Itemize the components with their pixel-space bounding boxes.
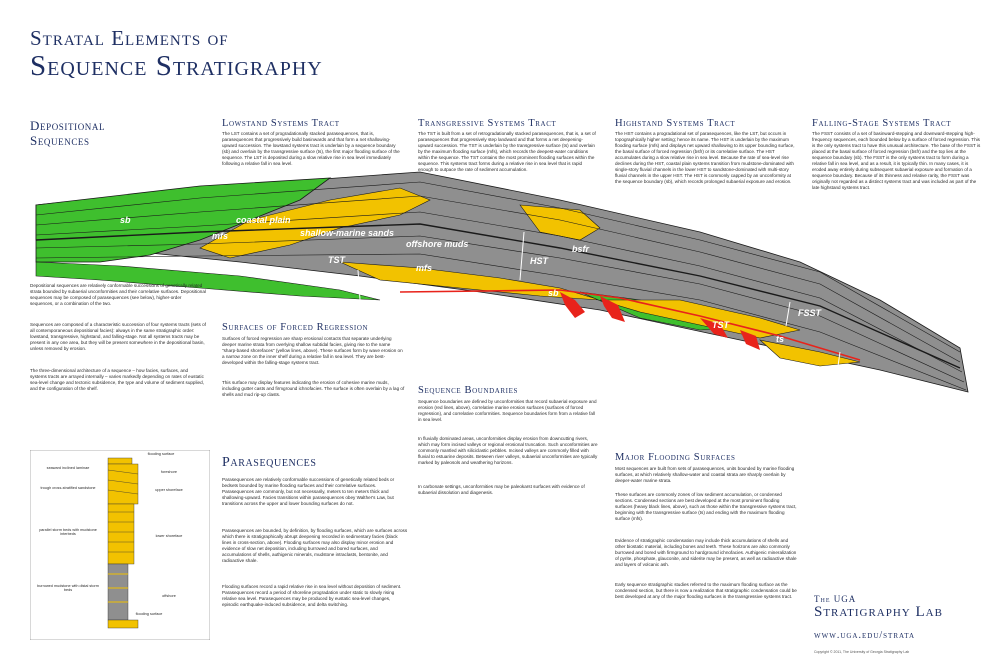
falling-text: The FSST consists of a set of basinward-stepping and downward-stepping high-frequency sequences, each bounded below by a surface of forced regression. This is the only systems tract to have this unusual architecture. The base of the FSST is placed at the basal surface of forced regression (bsfr) and the top lies at the sequence boundary (sb). The FSST is the only systems tract to form during a relative fall in sea level, and as a result, it is typically thin. In many cases, it is eroded away entirely during subsequent subaerial exposure and formation of a sequence boundary. Because of its thinness and relative rarity, the FSST was originally not regarded as a distinct systems tract and was included as part of the late highstand systems tract. bbox=[812, 131, 981, 190]
para-label-upper-shoreface: upper shoreface bbox=[155, 488, 183, 492]
label-mfs-left: mfs bbox=[212, 231, 229, 241]
parasequences-text-3: Flooding surfaces record a rapid relative rise in sea level without deposition of sediment. Parasequences record a period of shoreline progradation under static to slowly rising relative sea level. Parasequences may be produced by eustatic sea-level changes, episodic earthquake-induced subsidence, and delta switching. bbox=[222, 584, 402, 607]
lowstand-heading: Lowstand Systems Tract bbox=[222, 118, 340, 129]
label-fsst-bottom: FSST bbox=[782, 374, 806, 384]
label-fsst-top: FSST bbox=[798, 308, 822, 318]
lab-url[interactable]: www.uga.edu/strata bbox=[814, 630, 916, 641]
label-coastal-plain: coastal plain bbox=[236, 215, 291, 225]
parasequence-column bbox=[30, 450, 210, 640]
sequence-boundaries-text-1: Sequence boundaries are defined by unconformities that record subaerial exposure and erosion (red lines, above), correlative marine erosion surfaces (surfaces of forced regression), and correlative conformities. Sequence boundaries form from a relative fall in sea level. bbox=[418, 399, 597, 422]
label-mfs-mid: mfs bbox=[416, 263, 433, 273]
lab-the: The UGA bbox=[814, 594, 857, 604]
flooding-text-2: These surfaces are commonly zones of low sediment accumulation, or condensed sections. Condensed sections are best developed at the most prominent flooding surfaces (heavy black lines, above), such as those within the transgressive systems tract, beginning with the transgressive surface (ts) and ending with the maximum flooding surface (mfs). bbox=[615, 492, 797, 521]
highstand-heading: Highstand Systems Tract bbox=[615, 118, 736, 129]
depositional-text-2: Sequences are composed of a characteristic succession of four systems tracts (sets of all contemporaneous depositional facies): always in the same stratigraphic order: lowstand, transgressive, highstand, and falling-stage. Not all systems tracts may be present in any one area, but they will be present somewhere in the depositional basin, unless removed by erosion. bbox=[30, 322, 206, 351]
sequence-boundaries-text-3: In carbonate settings, unconformities may be paleokarst surfaces with evidence of subaerial dissolution and diagenesis. bbox=[418, 484, 585, 495]
flooding-text-3: Evidence of stratigraphic condensation may include thick accumulations of shells and other biostatic material, including bones and teeth. These horizons are also commonly burrowed and bored with firmground to hardground ichnofacies. Authigenic mineralization of pyrite, phosphate, glauconite, and siderite may be present, as well as radioactive shale and layers of volcanic ash. bbox=[615, 538, 797, 567]
para-label-flooding-top: flooding surface bbox=[147, 452, 175, 456]
label-incised-valleys: incised valleys bbox=[624, 324, 656, 344]
parasequences-text-1: Parasequences are relatively conformable successions of genetically related beds or bedsets bounded by marine flooding surfaces and their correlative surfaces. Parasequences are commonly, but not necessarily, meters to ten meters thick and shallowing-upward. Facies transitions within parasequences obey Walther's Law, but transitions across the upper and lower bounding surfaces do not. bbox=[222, 477, 395, 506]
label-sb-left: sb bbox=[120, 215, 131, 225]
sequence-boundaries-text-2: In fluvially dominated areas, unconformities display erosion from downcutting rivers, which may form incised valleys or regional erosional truncation. Such unconformities are commonly mantled with siliciclastic pebbles. Incised valleys are commonly filled with fluvial to estuarine deposits. Between river valleys, subaerial unconformities are typically marked by paleosols and weathering horizons. bbox=[418, 436, 598, 465]
transgressive-text: The TST is built from a set of retrogradationally stacked parasequences, that is, a set of parasequences that progressively step landward and that forms a net deepening-upward succession. The TST is underlain by the transgressive surface (ts) and overlain by the maximum flooding surface (mfs), which records the deepest-water conditions within the sequence. The TST contains the most prominent flooding surfaces within the sequence. This systems tract forms during a relative rise in sea level that is rapid enough to outpace the rate of sediment accumulation. bbox=[418, 131, 596, 172]
label-sb-mid: sb bbox=[548, 288, 559, 298]
label-bsfr-top: bsfr bbox=[572, 244, 590, 254]
label-shallow-marine: shallow-marine sands bbox=[300, 228, 395, 238]
para-label-laminae: seaward inclined laminae bbox=[46, 466, 90, 470]
label-hst-mid: HST bbox=[530, 256, 548, 266]
depositional-text-1: Depositional sequences are relatively conformable successions of genetically related strata bounded by subaerial unconformities and their correlative surfaces. Depositional sequences may be composed of parasequences (see below), higher-order sequences, or a combination of the two. bbox=[30, 283, 206, 306]
sequence-boundaries-heading: Sequence Boundaries bbox=[418, 385, 518, 396]
depositional-text-3: The three-dimensional architecture of a sequence – how facies, surfaces, and systems tracts are arrayed internally – varies markedly depending on rates of eustatic sea-level change and tectonic subsidence, the type and volume of sediment supplied, and the configuration of the shelf. bbox=[30, 368, 204, 391]
parasequences-text-2: Parasequences are bounded, by definition, by flooding surfaces, which are surfaces across which there is stratigraphically abrupt deepening recorded in sedimentary facies (black lines in cross-section, above). Flooding surfaces may also display minor erosion and evidence of slow net deposition, including burrowed and bored surfaces, and accumulations of shells, authigenic minerals, mudstone intraclasts, bentonite, and radioactive shale. bbox=[222, 528, 408, 563]
forced-regression-heading: Surfaces of Forced Regression bbox=[222, 322, 369, 333]
para-label-flooding-bottom: flooding surface bbox=[135, 612, 163, 616]
flooding-text-4: Early sequence stratigraphic studies referred to the maximum flooding surface as the condensed section, but there is now a realization that stratigraphic condensation could be best developed at any of the major flooding surfaces in the transgressive systems tract. bbox=[615, 582, 797, 599]
label-ts: ts bbox=[776, 334, 785, 344]
para-label-trough: trough cross-stratified sandstone bbox=[40, 486, 96, 490]
label-hst-left: HST bbox=[370, 285, 388, 295]
depositional-sequences-heading: Depositional Sequences bbox=[30, 118, 106, 148]
flooding-text-1: Most sequences are built from sets of parasequences, units bounded by marine flooding surfaces, at which relatively shallow-water and coastal strata are sharply overlain by deeper-water marine strata. bbox=[615, 466, 795, 483]
label-lst: LST bbox=[838, 376, 855, 386]
label-offshore-muds: offshore muds bbox=[406, 239, 469, 249]
para-label-storm-beds: parallel storm beds with mudstone interbeds bbox=[39, 528, 97, 537]
para-label-offshore: offshore bbox=[162, 594, 176, 598]
lab-name: Stratigraphy Lab bbox=[814, 604, 943, 620]
para-label-lower-shoreface: lower shoreface bbox=[155, 534, 183, 538]
transgressive-heading: Transgressive Systems Tract bbox=[418, 118, 557, 129]
falling-heading: Falling-Stage Systems Tract bbox=[812, 118, 952, 129]
flooding-heading: Major Flooding Surfaces bbox=[615, 452, 736, 463]
highstand-text: The HST contains a progradational set of parasequences, like the LST, but occurs in topographically higher setting; hence its name. The HST is underlain by the maximum flooding surface (mfs) and displays net upward shallowing to its upper bounding surface, the basal surface of forced regression (bsfr) or its correlative surface. The HST accumulates during a slow relative rise in sea level. Because the rate of sea-level rise declines during the HST, coastal plain systems transition from mudstone-dominated with single-story fluvial channels in the lower HST to sandstone-dominated with multi-story fluvial channels in the upper HST. The HST is commonly capped by an unconformity at the sequence boundary (sb), which records prolonged subaerial exposure and erosion. bbox=[615, 131, 795, 184]
title-line-2: Sequence Stratigraphy bbox=[30, 50, 323, 82]
title-line-1: Stratal Elements of bbox=[30, 26, 229, 50]
para-label-burrowed: burrowed mudstone with distal storm beds bbox=[37, 584, 99, 593]
forced-regression-text-2: This surface may display features indicating the erosion of cohesive marine muds, including gutter casts and firmground ichnofacies. The surface is often overlain by a lag of shells and mud rip-up clasts. bbox=[222, 380, 405, 397]
label-bsfr-right: bsfr bbox=[692, 342, 710, 352]
lowstand-text: The LST contains a set of progradationally stacked parasequences, that is, parasequences that progressively build basinwards and that form a net shallowing-upward succession. The lowstand systems tract is underlain by a sequence boundary (sb) and overlain by the transgressive surface (ts), the first major flooding surface of the sequence. The LST is deposited during a slow relative rise in sea level immediately following a relative fall in sea level. bbox=[222, 131, 400, 166]
label-tst-right: TST bbox=[712, 320, 729, 330]
label-tst-left: TST bbox=[328, 255, 345, 265]
copyright-text: Copyright © 2011, The University of Georgia Stratigraphy Lab bbox=[814, 650, 910, 654]
para-label-foreshore: foreshore bbox=[160, 470, 178, 474]
forced-regression-text-1: Surfaces of forced regression are sharp erosional contacts that separate underlying deeper marine strata from overlying shallow subtidal facies, giving rise to the name "sharp-based shorefaces" (yellow lines, above). These surfaces form by wave erosion on a narrow zone on the inner shelf during a relative fall in sea level. They are best-developed within the falling-stage systems tract. bbox=[222, 336, 403, 365]
parasequences-heading: Parasequences bbox=[222, 455, 317, 470]
